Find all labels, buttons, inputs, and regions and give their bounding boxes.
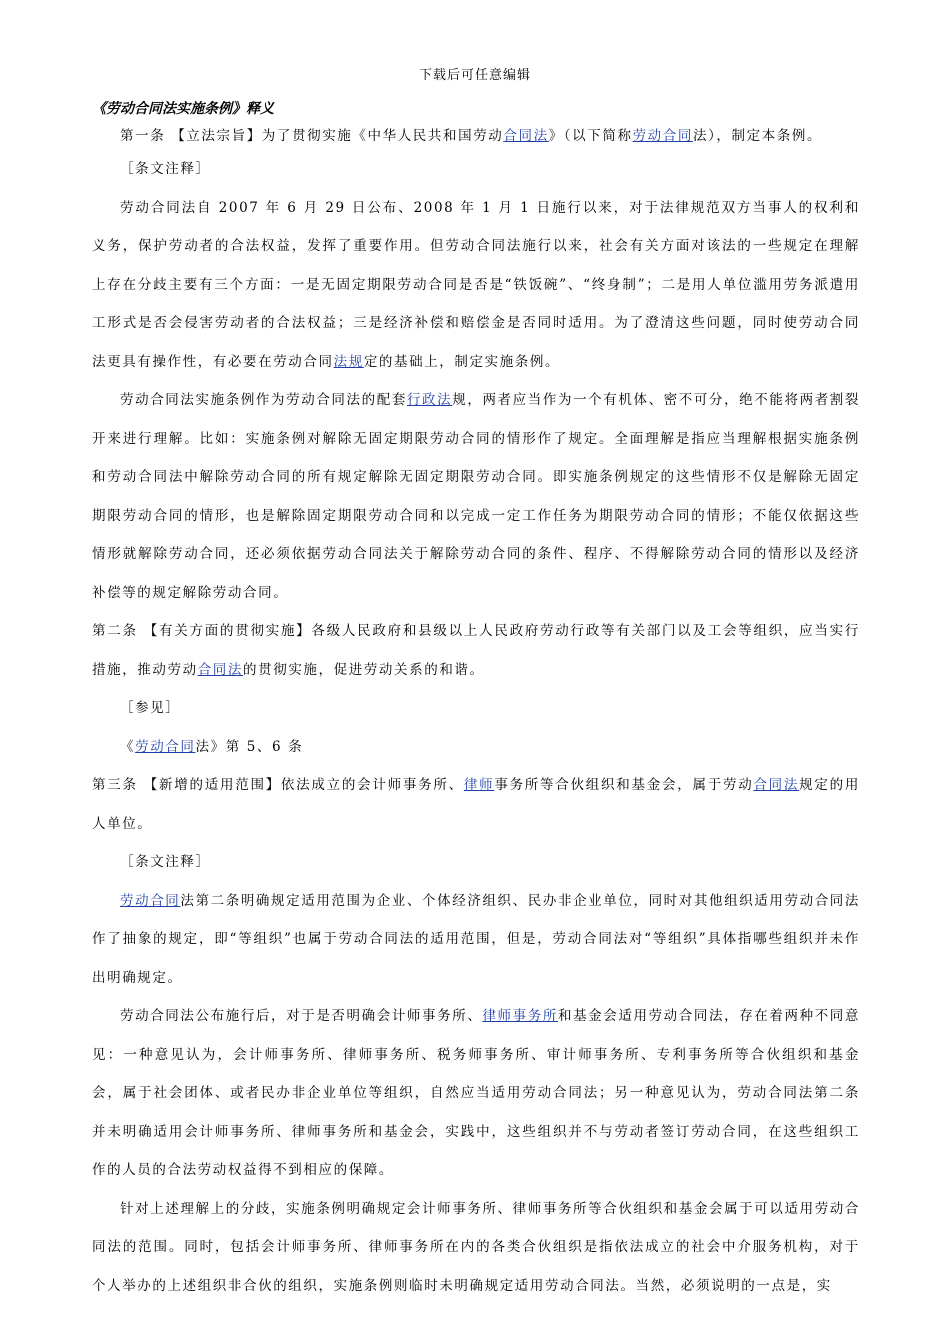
paragraph-text: 劳动合同法自 2007 年 6 月 29 日公布、2008 年 1 月 1 日施行以来，对于法律规范双方当事人的权利和义务，保护劳动者的合法权益，发挥了重要作用。但劳动合同法施行以来，社会有关方面对该法的一些规定在理解上存在分歧主要有三个方面：一是无固定期限劳动合同是否是“铁饭碗”、“终身制”；二是用人单位滥用劳务派遣用工形式是否会侵害劳动者的合法权益；三是经济补偿和赔偿金是否同时适用。为了澄清这些问题，同时使劳动合同法更具有操作性，有必要在劳动合同 <box>92 199 860 370</box>
document-title: 《劳动合同法实施条例》释义 <box>92 101 274 117</box>
inline-link[interactable]: 合同法 <box>753 777 800 793</box>
inline-link[interactable]: 劳动合同 <box>135 738 196 755</box>
inline-link[interactable]: 律师 <box>463 777 495 793</box>
inline-link[interactable]: 律师事务所 <box>482 1008 558 1024</box>
paragraph-text: 法），制定本条例。 <box>692 128 823 144</box>
paragraph-text: 规定的用人单位。 <box>92 777 860 832</box>
paragraph <box>92 122 860 150</box>
paragraph-text: 》（以下简称 <box>548 128 633 144</box>
paragraph-text: 《 <box>120 738 136 755</box>
paragraph <box>92 882 860 998</box>
inline-link[interactable]: 合同法 <box>197 661 244 678</box>
inline-link[interactable]: 法规 <box>333 353 364 370</box>
paragraph-text: 劳动合同法公布施行后，对于是否明确会计师事务所、 <box>120 1008 483 1024</box>
paragraph <box>92 381 860 612</box>
paragraph <box>92 843 860 882</box>
paragraph <box>92 189 860 382</box>
paragraph <box>92 689 860 728</box>
paragraph-text: 第三条 【新增的适用范围】依法成立的会计师事务所、 <box>92 777 464 793</box>
paragraph-text: 规，两者应当作为一个有机体、密不可分，绝不能将两者割裂开来进行理解。比如：实施条例对解除无固定期限劳动合同的情形作了规定。全面理解是指应当理解根据实施条例和劳动合同法中解除劳动合同的所有规定解除无固定期限劳动合同。即实施条例规定的这些情形不仅是解除无固定期限劳动合同的情形，也是解除固定期限劳动合同和以完成一定工作任务为期限劳动合同的情形；不能仅依据这些情形就解除劳动合同，还必须依据劳动合同法关于解除劳动合同的条件、程序、不得解除劳动合同的情形以及经济补偿等的规定解除劳动合同。 <box>92 392 860 601</box>
paragraph-text: 法第二条明确规定适用范围为企业、个体经济组织、民办非企业单位，同时对其他组织适用劳动合同法作了抽象的规定，即“等组织”也属于劳动合同法的适用范围，但是，劳动合同法对“等组织”具体指哪些组织并未作出明确规定。 <box>92 892 861 986</box>
paragraph <box>92 612 860 689</box>
paragraph <box>92 728 860 767</box>
paragraph-text: 劳动合同法实施条例作为劳动合同法的配套 <box>120 392 407 408</box>
document-body <box>92 98 860 1305</box>
paragraph-list <box>92 122 860 1305</box>
inline-link[interactable]: 合同法 <box>503 128 549 144</box>
paragraph <box>92 1190 860 1306</box>
inline-link[interactable]: 劳动合同 <box>632 128 693 144</box>
paragraph-text: 和基金会适用劳动合同法，存在着两种不同意见：一种意见认为，会计师事务所、律师事务所、税务师事务所、审计师事务所、专利事务所等合伙组织和基金会，属于社会团体、或者民办非企业单位等组织，自然应当适用劳动合同法；另一种意见认为，劳动合同法第二条并未明确适用会计师事务所、律师事务所和基金会，实践中，这些组织并不与劳动者签订劳动合同，在这些组织工作的人员的合法劳动权益得不到相应的保障。 <box>92 1008 861 1178</box>
paragraph <box>92 150 860 189</box>
paragraph <box>92 766 860 843</box>
paragraph-text: 的贯彻实施，促进劳动关系的和谐。 <box>243 661 485 678</box>
inline-link[interactable]: 行政法 <box>406 392 453 408</box>
paragraph-text: ［条文注释］ <box>120 161 211 177</box>
paragraph <box>92 997 860 1190</box>
paragraph-text: 定的基础上，制定实施条例。 <box>363 353 561 370</box>
paragraph-text: 法》第 5、6 条 <box>195 738 304 755</box>
paragraph-text: 第二条 【有关方面的贯彻实施】各级人民政府和县级以上人民政府劳动行政等有关部门以及工会等组织，应当实行措施，推动劳动 <box>92 623 860 678</box>
inline-link[interactable]: 劳动合同 <box>120 892 181 909</box>
paragraph-text: ［条文注释］ <box>120 854 211 870</box>
paragraph-text: 针对上述理解上的分歧，实施条例明确规定会计师事务所、律师事务所等合伙组织和基金会属于可以适用劳动合同法的范围。同时，包括会计师事务所、律师事务所在内的各类合伙组织是指依法成立的社会中介服务机构，对于个人举办的上述组织非合伙的组织，实施条例则临时未明确规定适用劳动合同法。当然，必须说明的一点是，实 <box>92 1200 860 1294</box>
paragraph-text: 第一条 【立法宗旨】为了贯彻实施《中华人民共和国劳动 <box>120 128 504 144</box>
page-header: 下载后可任意编辑 <box>418 68 531 83</box>
paragraph-text: 事务所等合伙组织和基金会，属于劳动 <box>494 777 754 793</box>
paragraph-text: ［参见］ <box>120 700 181 716</box>
